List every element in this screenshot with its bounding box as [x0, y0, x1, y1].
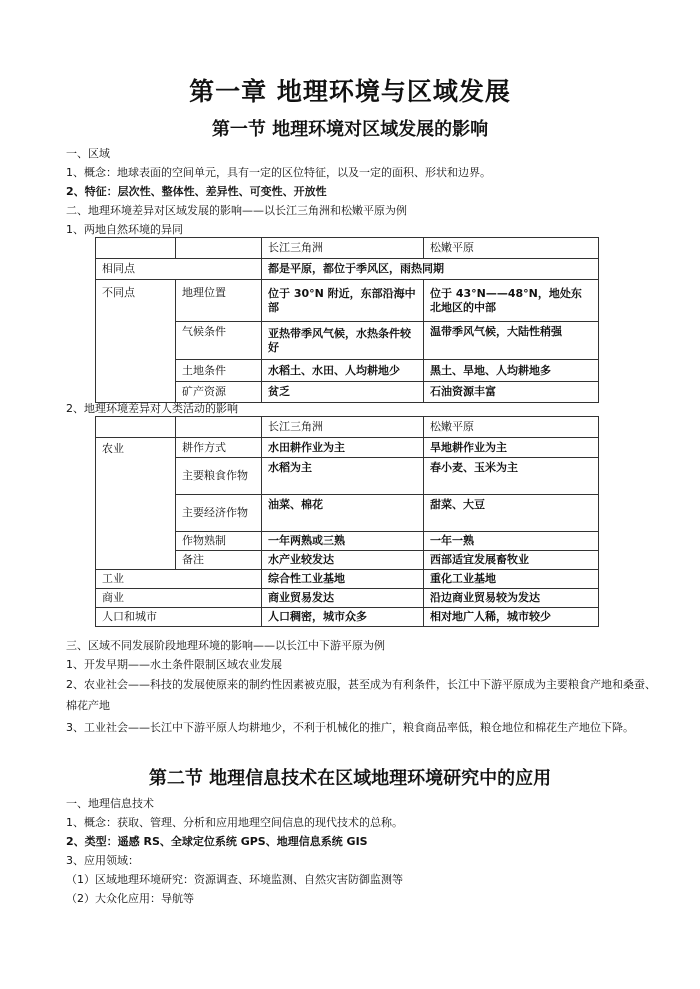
row-label: 作物熟制	[176, 532, 262, 551]
row-label: 人口和城市	[96, 608, 262, 627]
heading-region: 一、区域	[66, 147, 110, 160]
table-cell: 水稻为主	[262, 458, 424, 495]
table-cell: 位于 43°N——48°N，地处东北地区的中部	[424, 280, 599, 322]
gis-applications: 3、应用领域：	[66, 854, 139, 867]
table-cell: 温带季风气候，大陆性稍强	[424, 322, 599, 360]
table-cell: 油菜、棉花	[262, 495, 424, 532]
heading-difference: 二、地理环境差异对区域发展的影响——以长江三角洲和松嫩平原为例	[66, 204, 407, 217]
row-label: 相同点	[96, 259, 262, 280]
table-row	[96, 608, 599, 627]
table-cell: 一年两熟或三熟	[262, 532, 424, 551]
table-cell: 一年一熟	[424, 532, 599, 551]
row-label: 气候条件	[176, 322, 262, 360]
table-cell: 都是平原，都位于季风区，雨热同期	[262, 259, 599, 280]
table-cell: 商业贸易发达	[262, 589, 424, 608]
table-row	[96, 438, 599, 458]
table-row	[96, 417, 599, 438]
table-cell	[176, 238, 262, 259]
section1-title: 第一节 地理环境对区域发展的影响	[211, 119, 489, 140]
table-cell: 相对地广人稀，城市较少	[424, 608, 599, 627]
column-header: 长江三角洲	[262, 238, 424, 259]
row-label: 主要经济作物	[176, 495, 262, 532]
row-label: 工业	[96, 570, 262, 589]
table-cell: 人口稠密，城市众多	[262, 608, 424, 627]
table-row	[96, 280, 599, 322]
table-cell: 亚热带季风气候，水热条件较好	[262, 322, 424, 360]
table-cell: 旱地耕作业为主	[424, 438, 599, 458]
natural-environment-table	[95, 237, 599, 403]
gis-application-public: （2）大众化应用：导航等	[66, 892, 194, 905]
table-row	[96, 589, 599, 608]
table-cell: 位于 30°N 附近，东部沿海中部	[262, 280, 424, 322]
table-cell: 综合性工业基地	[262, 570, 424, 589]
table-cell: 春小麦、玉米为主	[424, 458, 599, 495]
table-cell	[96, 417, 176, 438]
row-label: 土地条件	[176, 360, 262, 382]
stage-early: 1、开发早期——水土条件限制区域农业发展	[66, 658, 282, 671]
table-cell: 甜菜、大豆	[424, 495, 599, 532]
chapter-title: 第一章 地理环境与区域发展	[189, 77, 511, 106]
row-label: 不同点	[96, 280, 176, 403]
row-label: 地理位置	[176, 280, 262, 322]
gis-concept: 1、概念：获取、管理、分析和应用地理空间信息的现代技术的总称。	[66, 816, 403, 829]
human-activity-table	[95, 416, 599, 627]
table-cell	[96, 238, 176, 259]
table-cell: 沿边商业贸易较为发达	[424, 589, 599, 608]
section2-title: 第二节 地理信息技术在区域地理环境研究中的应用	[148, 768, 552, 789]
table-cell: 贫乏	[262, 382, 424, 403]
stage-agricultural: 2、农业社会——科技的发展使原来的制约性因素被克服，甚至成为有利条件，长江中下游平原成为主要粮食产地和桑蚕、棉花产地	[66, 678, 656, 712]
heading-impact: 2、地理环境差异对人类活动的影响	[66, 402, 238, 415]
table-cell: 西部适宜发展畜牧业	[424, 551, 599, 570]
table-cell: 水产业较发达	[262, 551, 424, 570]
row-label: 矿产资源	[176, 382, 262, 403]
table-cell	[176, 417, 262, 438]
heading-stages: 三、区域不同发展阶段地理环境的影响——以长江中下游平原为例	[66, 639, 385, 652]
region-concept: 1、概念：地球表面的空间单元，具有一定的区位特征，以及一定的面积、形状和边界。	[66, 166, 491, 179]
row-label: 耕作方式	[176, 438, 262, 458]
table-cell: 重化工业基地	[424, 570, 599, 589]
table-cell: 黑土、旱地、人均耕地多	[424, 360, 599, 382]
table-row	[96, 259, 599, 280]
row-label: 备注	[176, 551, 262, 570]
column-header: 长江三角洲	[262, 417, 424, 438]
table-cell: 石油资源丰富	[424, 382, 599, 403]
row-label: 农业	[96, 438, 176, 570]
table-cell: 水稻土、水田、人均耕地少	[262, 360, 424, 382]
stage-industrial: 3、工业社会——长江中下游平原人均耕地少，不利于机械化的推广，粮食商品率低，粮仓地位和棉花生产地位下降。	[66, 721, 634, 734]
column-header: 松嫩平原	[424, 417, 599, 438]
column-header: 松嫩平原	[424, 238, 599, 259]
gis-types: 2、类型：遥感 RS、全球定位系统 GPS、地理信息系统 GIS	[66, 835, 368, 848]
table-cell: 水田耕作业为主	[262, 438, 424, 458]
heading-nature: 1、两地自然环境的异同	[66, 223, 183, 236]
gis-application-research: （1）区域地理环境研究：资源调查、环境监测、自然灾害防御监测等	[66, 873, 403, 886]
row-label: 主要粮食作物	[176, 458, 262, 495]
table-row	[96, 238, 599, 259]
region-features: 2、特征：层次性、整体性、差异性、可变性、开放性	[66, 185, 327, 198]
table-row	[96, 570, 599, 589]
row-label: 商业	[96, 589, 262, 608]
heading-gis: 一、地理信息技术	[66, 797, 154, 810]
